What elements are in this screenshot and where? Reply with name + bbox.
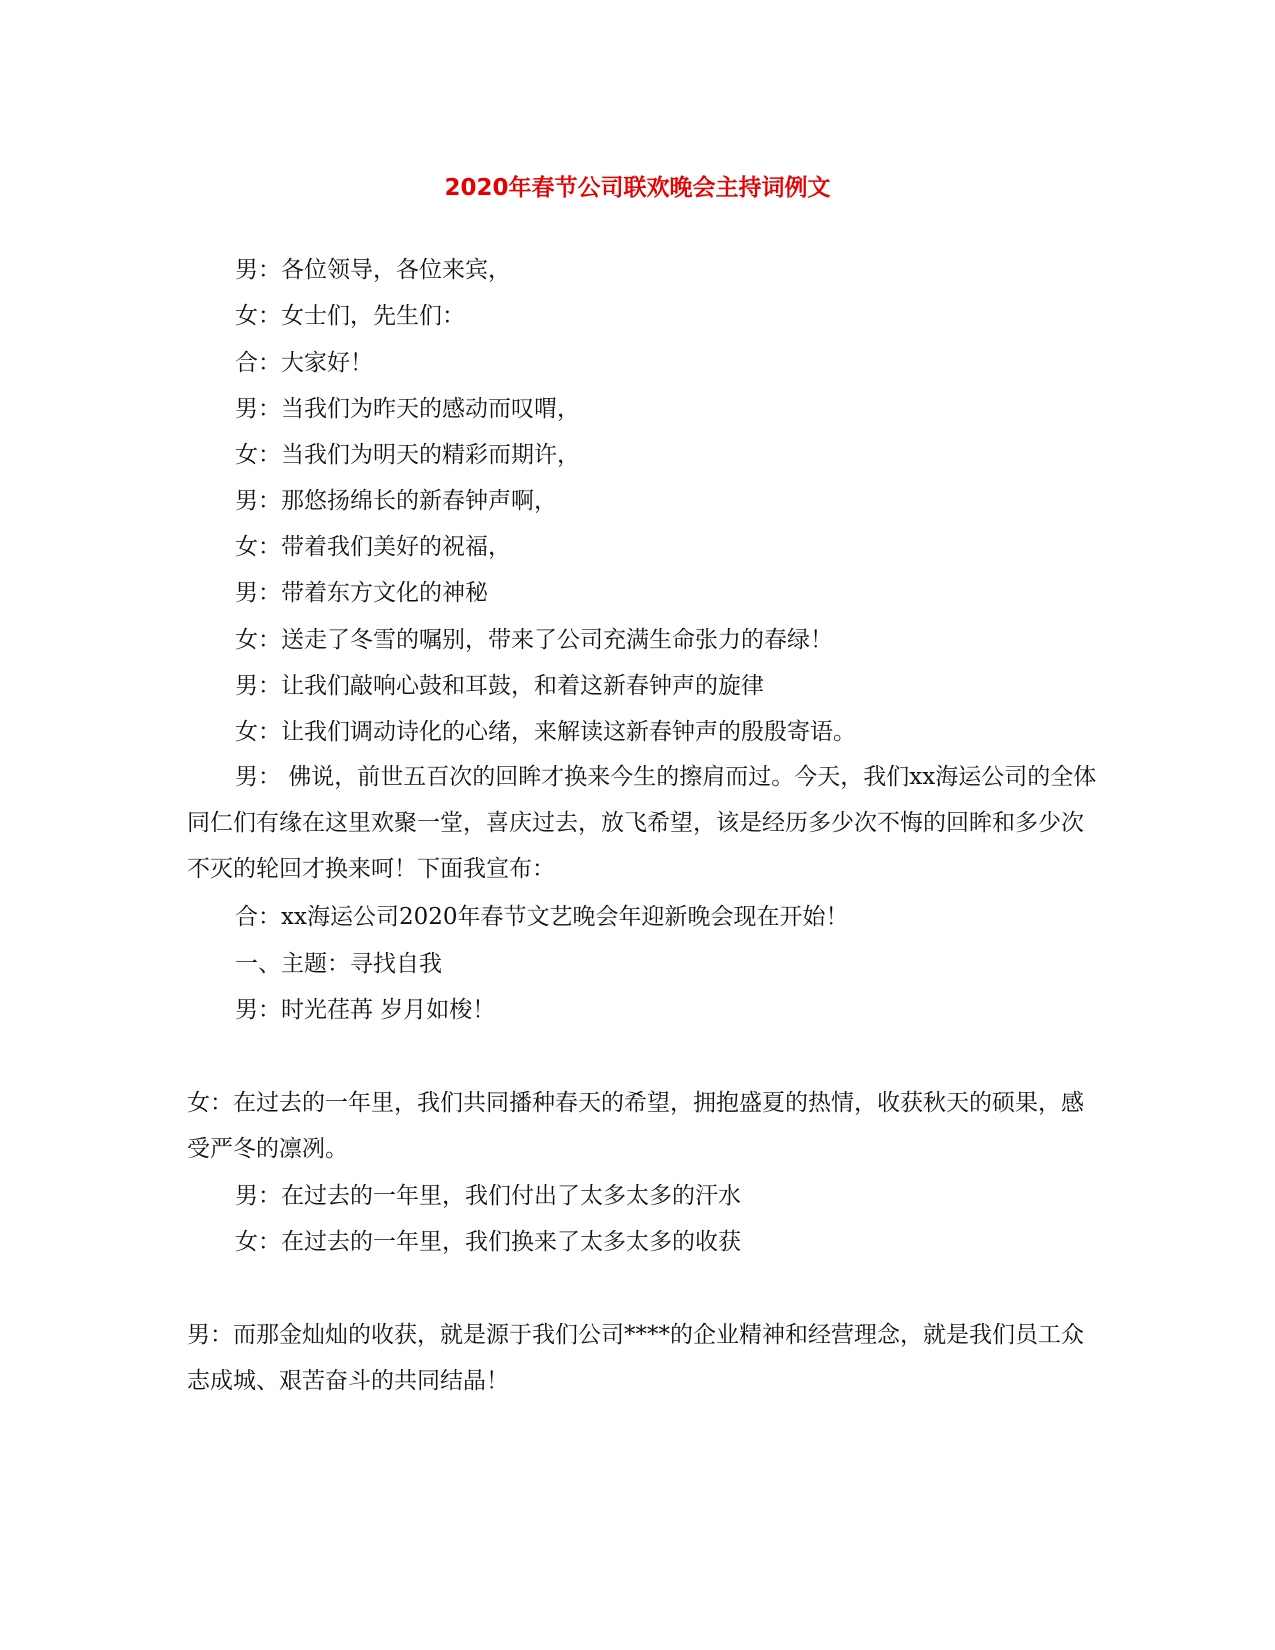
paragraph: 一、主题：寻找自我 — [235, 951, 442, 977]
paragraph: 男：而那金灿灿的收获，就是源于我们公司****的企业精神和经营理念，就是我们员工众志成城、艰苦奋斗的共同结晶！ — [187, 1322, 1084, 1394]
document-title: 2020年春节公司联欢晚会主持词例文 — [444, 175, 831, 201]
paragraph: 男：在过去的一年里，我们付出了太多太多的汗水 — [235, 1183, 741, 1209]
paragraph: 女：在过去的一年里，我们换来了太多太多的收获 — [235, 1229, 741, 1255]
paragraph: 女：在过去的一年里，我们共同播种春天的希望，拥抱盛夏的热情，收获秋天的硕果，感受严冬的凛冽。 — [187, 1090, 1084, 1162]
paragraph: 男： 佛说，前世五百次的回眸才换来今生的擦肩而过。今天，我们xx海运公司的全体同仁们有缘在这里欢聚一堂，喜庆过去，放飞希望，该是经历多少次不悔的回眸和多少次不灭的轮回才换来呵！下面我宣布： — [187, 764, 1097, 882]
paragraph: 男：时光荏苒 岁月如梭！ — [235, 997, 496, 1023]
paragraph: 合：大家好！ — [235, 350, 373, 376]
paragraph: 女：送走了冬雪的嘱别，带来了公司充满生命张力的春绿！ — [235, 627, 833, 653]
paragraph: 男：那悠扬绵长的新春钟声啊， — [235, 488, 557, 514]
paragraph: 女：带着我们美好的祝福， — [235, 534, 511, 560]
paragraph: 男：当我们为昨天的感动而叹喟， — [235, 396, 580, 422]
paragraph: 男：带着东方文化的神秘 — [235, 580, 488, 606]
paragraph: 女：让我们调动诗化的心绪，来解读这新春钟声的殷殷寄语。 — [235, 719, 856, 745]
paragraph: 男：让我们敲响心鼓和耳鼓，和着这新春钟声的旋律 — [235, 673, 764, 699]
paragraph: 合：xx海运公司2020年春节文艺晚会年迎新晚会现在开始！ — [235, 904, 849, 930]
paragraph: 男：各位领导，各位来宾， — [235, 257, 511, 283]
paragraph: 女：女士们，先生们： — [235, 303, 465, 329]
paragraph: 女：当我们为明天的精彩而期许， — [235, 442, 580, 468]
